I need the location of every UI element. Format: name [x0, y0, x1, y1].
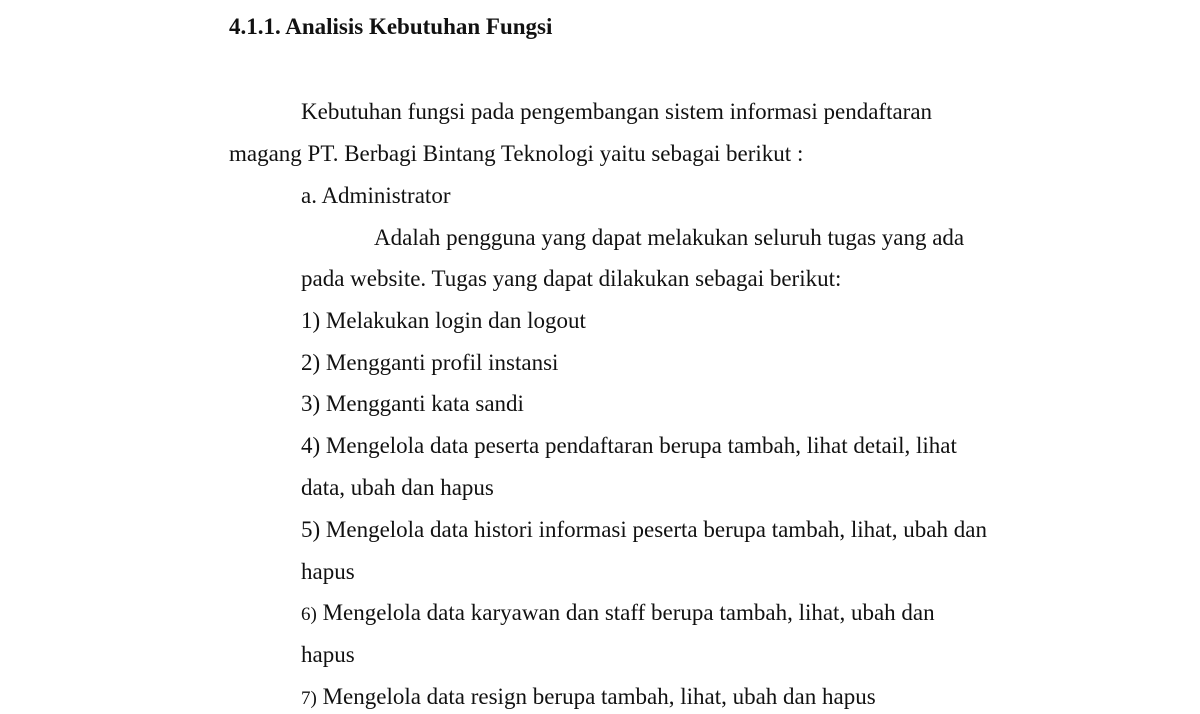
task-item-6-text: Mengelola data karyawan dan staff berupa tambah, lihat, ubah dan [322, 600, 935, 625]
task-item-1: 1) Melakukan login dan logout [301, 308, 586, 333]
section-heading: 4.1.1. Analisis Kebutuhan Fungsi [229, 14, 553, 39]
task-item-5-line-1: 5) Mengelola data histori informasi peserta berupa tambah, lihat, ubah dan [301, 517, 987, 542]
task-item-6-line-1 [301, 598, 935, 630]
task-item-6-line-2: hapus [301, 642, 355, 667]
intro-line-2: magang PT. Berbagi Bintang Teknologi yaitu sebagai berikut : [229, 141, 804, 166]
task-item-4-line-1: 4) Mengelola data peserta pendaftaran berupa tambah, lihat detail, lihat [301, 433, 957, 458]
task-item-7-number: 7) [301, 688, 317, 709]
task-item-6-number: 6) [301, 604, 317, 625]
intro-line-1: Kebutuhan fungsi pada pengembangan sistem informasi pendaftaran [301, 99, 933, 124]
task-item-5-line-2: hapus [301, 559, 355, 584]
task-item-7-text: Mengelola data resign berupa tambah, lihat, ubah dan hapus [322, 684, 876, 709]
task-item-7-line-1 [301, 682, 876, 714]
task-item-4-line-2: data, ubah dan hapus [301, 475, 494, 500]
role-description-line-1: Adalah pengguna yang dapat melakukan seluruh tugas yang ada [374, 225, 965, 250]
task-item-3: 3) Mengganti kata sandi [301, 391, 524, 416]
task-item-2: 2) Mengganti profil instansi [301, 350, 559, 375]
role-title: a. Administrator [301, 183, 451, 208]
role-description-line-2: pada website. Tugas yang dapat dilakukan sebagai berikut: [301, 266, 842, 291]
